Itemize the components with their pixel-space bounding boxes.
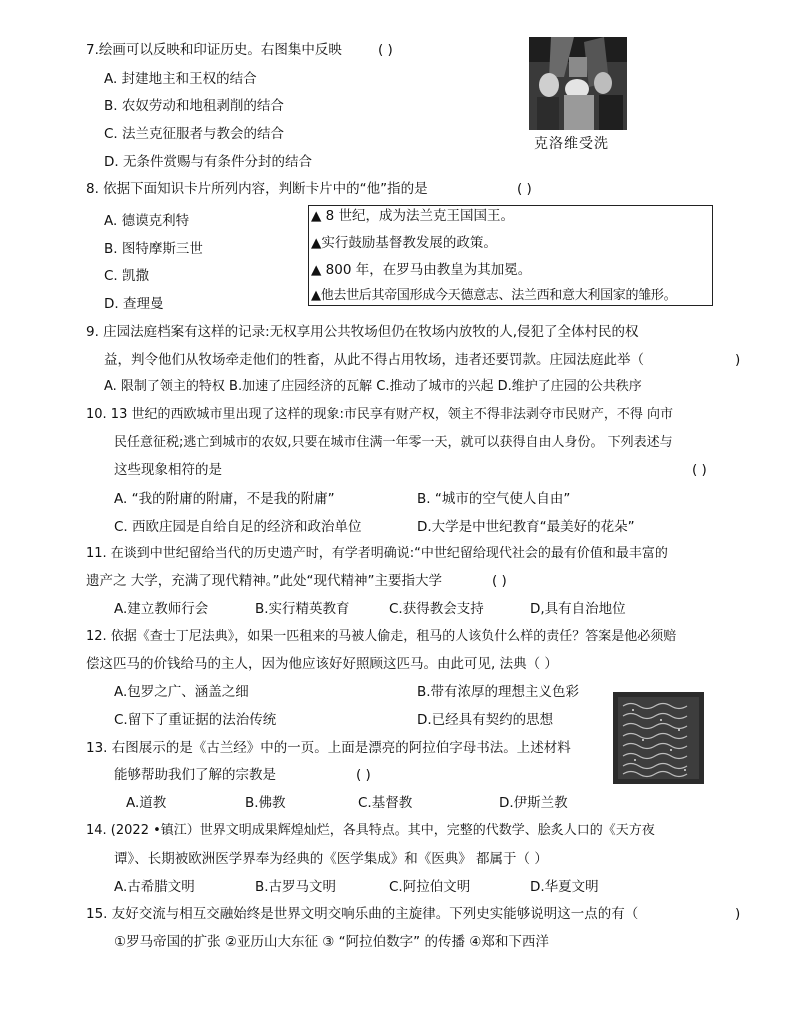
q13-option-d: D.伊斯兰教 [499, 795, 568, 811]
q15-answer-paren-close: ) [735, 906, 741, 922]
q10-stem-line2: 民任意征税;逃亡到城市的农奴,只要在城市住满一年零一天，就可以获得自由人身份。 下列表述与 [114, 435, 673, 450]
q13-option-a: A.道教 [126, 795, 167, 811]
q10-option-b: B. “城市的空气使人自由” [417, 491, 571, 507]
q11-stem-line2: 遗产之 大学，充满了现代精神。”此处“现代精神”主要指大学 [86, 573, 443, 589]
q9-stem-line1: 9. 庄园法庭档案有这样的记录:无权享用公共牧场但仍在牧场内放牧的人,侵犯了全体村民的权 [86, 324, 639, 340]
q14-option-a: A.古希腊文明 [114, 879, 195, 895]
knowledge-card-line: ▲ 8 世纪，成为法兰克王国国王。 [311, 208, 515, 224]
q12-stem-line1: 12. 依据《查士丁尼法典》，如果一匹租来的马被人偷走，租马的人该负什么样的责任？答案是他必须赔 [86, 629, 677, 644]
q7-option-a: A. 封建地主和王权的结合 [104, 71, 257, 87]
q14-stem-line2: 谭》、长期被欧洲医学界奉为经典的《医学集成》和《医典》 都属于（ ） [114, 851, 548, 867]
q7-stem: 7.绘画可以反映和印证历史。右图集中反映 [86, 42, 342, 58]
q7-option-d: D. 无条件赏赐与有条件分封的结合 [104, 154, 312, 170]
q12-option-d: D.已经具有契约的思想 [417, 712, 554, 728]
q9-options: A. 限制了领主的特权 B.加速了庄园经济的瓦解 C.推动了城市的兴起 D.维护了庄园的公共秩序 [104, 379, 642, 394]
q15-stem-line2: ①罗马帝国的扩张 ②亚历山大东征 ③ “阿拉伯数字” 的传播 ④郑和下西洋 [114, 934, 549, 950]
q8-option-d: D. 查理曼 [104, 296, 164, 312]
q8-option-b: B. 图特摩斯三世 [104, 241, 203, 257]
q10-option-d: D.大学是中世纪教育“最美好的花朵” [417, 519, 635, 535]
q11-option-d: D,具有自治地位 [530, 601, 626, 617]
q13-option-b: B.佛教 [245, 795, 286, 811]
knowledge-card-line: ▲实行鼓励基督教发展的政策。 [311, 235, 497, 251]
q7-option-c: C. 法兰克征服者与教会的结合 [104, 126, 285, 142]
q8-stem: 8. 依据下面知识卡片所列内容，判断卡片中的“他”指的是 [86, 181, 428, 197]
q11-option-a: A.建立教师行会 [114, 601, 209, 617]
q13-stem-line2: 能够帮助我们了解的宗教是 [114, 767, 276, 783]
q10-stem-line3: 这些现象相符的是 [114, 462, 222, 478]
q10-stem-line1: 10. 13 世纪的西欧城市里出现了这样的现象:市民享有财产权，领主不得非法剥夺市民财产，不得 向市 [86, 407, 673, 422]
q9-stem-line2: 益，判令他们从牧场牵走他们的牲畜，从此不得占用牧场，违者还要罚款。庄园法庭此举（ [104, 352, 644, 368]
q12-option-c: C.留下了重证据的法治传统 [114, 712, 277, 728]
q12-stem-line2: 偿这匹马的价钱给马的主人，因为他应该好好照顾这匹马。由此可见, 法典（ ） [86, 656, 558, 672]
q10-option-c: C. 西欧庄园是自给自足的经济和政治单位 [114, 519, 362, 535]
q13-option-c: C.基督教 [358, 795, 413, 811]
q14-option-d: D.华夏文明 [530, 879, 599, 895]
q8-option-a: A. 德谟克利特 [104, 213, 190, 229]
knowledge-card-line: ▲他去世后其帝国形成今天德意志、法兰西和意大利国家的雏形。 [311, 288, 677, 303]
q7-option-b: B. 农奴劳动和地租剥削的结合 [104, 98, 284, 114]
q8-option-c: C. 凯撒 [104, 268, 150, 284]
q12-option-a: A.包罗之广、涵盖之细 [114, 684, 249, 700]
q11-stem-line1: 11. 在谈到中世纪留给当代的历史遗产时，有学者明确说:“中世纪留给现代社会的最有价值和最丰富的 [86, 546, 668, 561]
knowledge-card-line: ▲ 800 年，在罗马由教皇为其加冕。 [311, 262, 532, 278]
q15-stem-line1: 15. 友好交流与相互交融始终是世界文明交响乐曲的主旋律。下列史实能够说明这一点的有（ [86, 906, 639, 922]
q14-stem-line1: 14. (2022 •镇江）世界文明成果辉煌灿烂，各具特点。其中，完整的代数学、脍炙人口的《天方夜 [86, 823, 655, 838]
knowledge-card [308, 205, 713, 306]
q14-option-b: B.古罗马文明 [255, 879, 337, 895]
clovis-baptism-image [529, 37, 627, 130]
q11-option-c: C.获得教会支持 [389, 601, 484, 617]
q8-answer-paren: ( ) [517, 181, 532, 197]
q13-stem-line1: 13. 右图展示的是《古兰经》中的一页。上面是漂亮的阿拉伯字母书法。上述材料 [86, 740, 571, 756]
q10-option-a: A. “我的附庸的附庸，不是我的附庸” [114, 491, 335, 507]
q9-answer-paren-close: ) [735, 352, 741, 368]
q7-answer-paren: ( ) [378, 42, 393, 58]
q11-option-b: B.实行精英教育 [255, 601, 350, 617]
q7-image-caption: 克洛维受洗 [534, 136, 609, 152]
quran-page-image [613, 692, 704, 784]
q14-option-c: C.阿拉伯文明 [389, 879, 471, 895]
q11-answer-paren: ( ) [492, 573, 507, 589]
q10-answer-paren: ( ) [692, 462, 707, 478]
q13-answer-paren: ( ) [356, 767, 371, 783]
q12-option-b: B.带有浓厚的理想主义色彩 [417, 684, 580, 700]
